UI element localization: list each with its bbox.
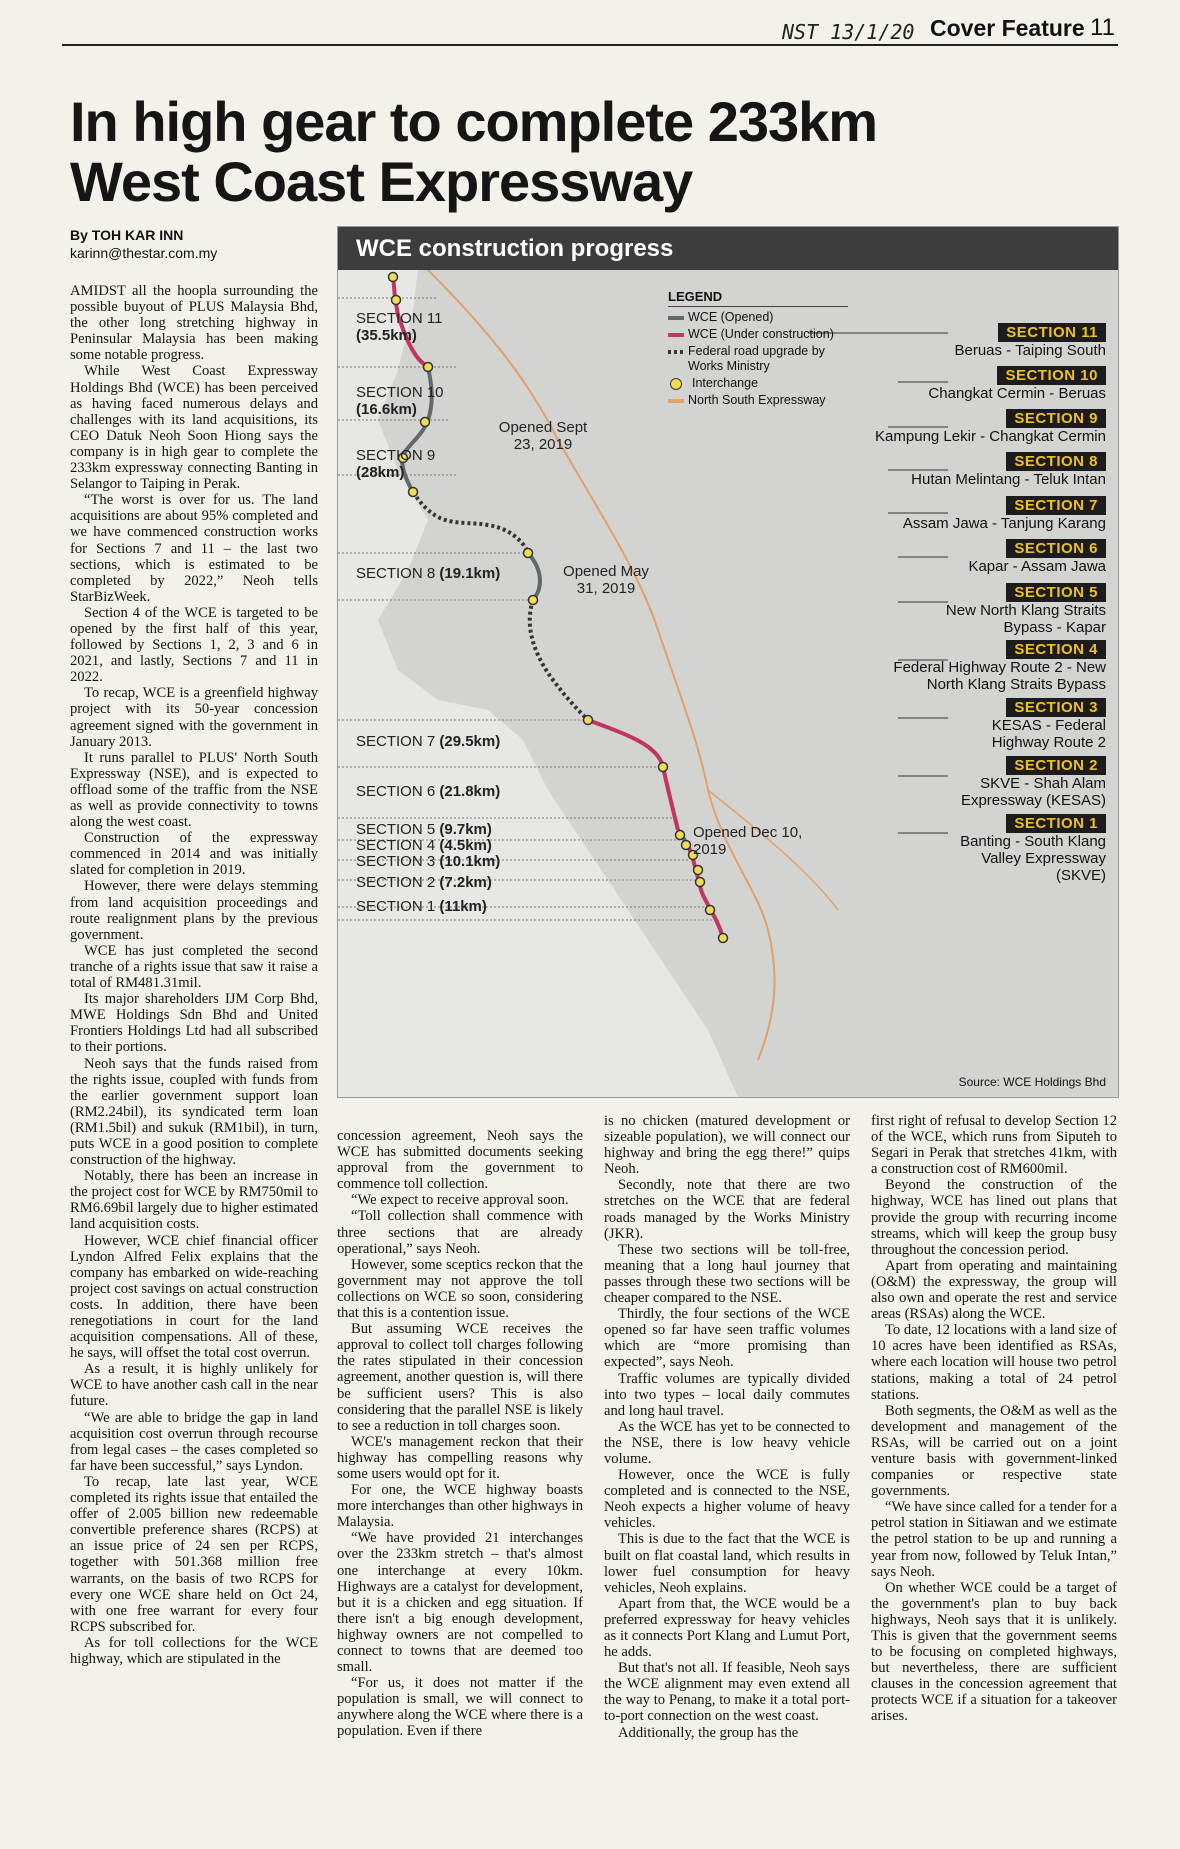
- header-rule: [62, 44, 1118, 46]
- legend-item-interchange: Interchange: [668, 376, 848, 391]
- article-paragraph: To recap, WCE is a greenfield highway project with its 50-year concession agreement signed with the government in January 2013.: [70, 685, 318, 750]
- section-entry-1: SECTION 1 Banting - South Klang Valley Expressway (SKVE): [960, 815, 1106, 884]
- wce-infographic: [337, 226, 1119, 1098]
- article-paragraph: To date, 12 locations with a land size of 10 acres have been identified as RSAs, where each location will house two petrol stations, making a total of 24 petrol stations.: [871, 1322, 1117, 1403]
- section-length-4: SECTION 4 (4.5km): [356, 837, 492, 854]
- article-paragraph: However, once the WCE is fully completed and is connected to the NSE, Neoh expects a higher volume of heavy vehicles.: [604, 1467, 850, 1532]
- article-paragraph: “We expect to receive approval soon.: [351, 1192, 569, 1209]
- article-paragraph: AMIDST all the hoopla surrounding the possible buyout of PLUS Malaysia Bhd, the other long stretching highway in Peninsular Malaysia has been making some notable progress.: [70, 283, 318, 364]
- article-paragraph: As the WCE has yet to be connected to the NSE, there is low heavy vehicle volume.: [604, 1418, 850, 1467]
- graphic-source: Source: WCE Holdings Bhd: [958, 1075, 1106, 1089]
- article-paragraph: This is due to the fact that the WCE is built on flat coastal land, which results in lower fuel consumption for heavy vehicles, Neoh explains.: [604, 1531, 850, 1596]
- byline-author: By TOH KAR INN: [70, 227, 184, 243]
- legend-item-federal-road-upgrade: Federal road upgrade by Works Ministry: [668, 344, 848, 374]
- opened-label-may: Opened May 31, 2019: [563, 563, 649, 597]
- byline-email: karinn@thestar.com.my: [70, 245, 218, 261]
- article-paragraph: “We have provided 21 interchanges over the 233km stretch – that's almost one interchange at every 10km. Highways are a catalyst for development, but it is a chicken and egg situation. If there isn't a big enough development, highway owners are not compelled to connect to towns that are deemed too small.: [337, 1530, 583, 1676]
- article-paragraph: WCE has just completed the second tranche of a rights issue that saw it raise a total of RM481.31mil.: [70, 942, 318, 992]
- graphic-title: WCE construction progress: [338, 227, 1118, 270]
- section-length-3: SECTION 3 (10.1km): [356, 853, 501, 870]
- article-paragraph: Secondly, note that there are two stretches on the WCE that are federal roads managed by the Works Ministry (JKR).: [604, 1177, 850, 1242]
- article-paragraph: However, WCE chief financial officer Lyndon Alfred Felix explains that the company has embarked on wide-reaching project cost savings on actual construction costs. In addition, there have been renegotiations in court for the land acquisition compensations. All of these, he says, will offset the total cost overrun.: [70, 1232, 318, 1362]
- article-paragraph: Beyond the construction of the highway, WCE has lined out plans that provide the group with recurring income streams, which will keep the group busy throughout the concession period.: [871, 1177, 1117, 1258]
- article-paragraph: WCE's management reckon that their highway has compelling reasons why some users would opt for it.: [337, 1433, 583, 1482]
- byline: [70, 226, 217, 262]
- article-paragraph: Additionally, the group has the: [618, 1724, 799, 1741]
- section-entry-6: SECTION 6 Kapar - Assam Jawa: [968, 540, 1106, 575]
- section-entry-9: SECTION 9 Kampung Lekir - Changkat Cermin: [875, 410, 1106, 445]
- section-entry-2: SECTION 2 SKVE - Shah Alam Expressway (KESAS): [960, 757, 1106, 809]
- article-column-2: [337, 1128, 583, 1818]
- section-length-7: SECTION 7 (29.5km): [356, 733, 501, 750]
- article-paragraph: Neoh says that the funds raised from the rights issue, coupled with funds from the earlier government support loan (RM2.24bil), its syndicated term loan (RM1.5bil) and sukuk (RM1bil), in turn, puts WCE in a good position to complete construction of the highway.: [70, 1055, 318, 1169]
- article-paragraph: Construction of the expressway commenced in 2014 and was initially slated for completion in 2019.: [70, 830, 318, 879]
- section-name: Cover Feature: [930, 15, 1085, 41]
- article-column-4: [871, 1113, 1117, 1818]
- article-paragraph: concession agreement, Neoh says the WCE has submitted documents seeking approval from the government to commence toll collection.: [337, 1128, 583, 1193]
- section-length-5: SECTION 5 (9.7km): [356, 821, 492, 838]
- article-paragraph: Thirdly, the four sections of the WCE opened so far have seen traffic volumes which are “more promising than expected”, says Neoh.: [604, 1306, 850, 1371]
- section-entry-5: SECTION 5 New North Klang Straits Bypass - Kapar: [945, 584, 1106, 636]
- article-paragraph: As for toll collections for the WCE highway, which are stipulated in the: [70, 1634, 318, 1667]
- article-paragraph: But that's not all. If feasible, Neoh says the WCE alignment may even extend all the way to Penang, to make it a total port-to-port connection on the west coast.: [604, 1660, 850, 1725]
- article-paragraph: On whether WCE could be a target of the government's plan to buy back highways, Neoh says that it is unlikely. This is given that the government seems to be focusing on completed highways, but nevertheless, there are sufficient clauses in the concession agreement that protects WCE if a situation for a takeover arises.: [871, 1579, 1117, 1725]
- article-paragraph: These two sections will be toll-free, meaning that a long haul journey that passes through these two sections will be cheaper compared to the NSE.: [604, 1241, 850, 1307]
- article-column-1: [70, 283, 318, 1823]
- article-paragraph: “The worst is over for us. The land acquisitions are about 95% completed and we have commenced construction works for Sections 7 and 11 – the last two sections, which is estimated to be completed by 2022,” Neoh tells StarBizWeek.: [70, 492, 318, 605]
- article-paragraph: Its major shareholders IJM Corp Bhd, MWE Holdings Sdn Bhd and United Frontiers Holdings Ltd had all subscribed to their portions.: [70, 991, 318, 1056]
- headline: In high gear to complete 233km West Coast Expressway: [70, 90, 878, 213]
- article-paragraph: “Toll collection shall commence with three sections that are already operational,” says Neoh.: [337, 1208, 583, 1257]
- article-paragraph: “We are able to bridge the gap in land acquisition cost overrun through recourse from legal cases – the cases completed so far have been successful,” says Lyndon.: [70, 1409, 318, 1474]
- section-entry-10: SECTION 10 Changkat Cermin - Beruas: [928, 367, 1106, 402]
- page-number: 11: [1090, 14, 1115, 41]
- article-paragraph: first right of refusal to develop Section 12 of the WCE, which runs from Siputeh to Segari in Perak that stretches 41km, with a construction cost of RM600mil.: [871, 1113, 1117, 1178]
- section-entry-3: SECTION 3 KESAS - Federal Highway Route 2: [991, 699, 1106, 751]
- section-length-2: SECTION 2 (7.2km): [356, 874, 492, 891]
- section-entry-4: SECTION 4 Federal Highway Route 2 - New North Klang Straits Bypass: [893, 641, 1106, 693]
- section-length-9: SECTION 9 (28km): [356, 447, 436, 481]
- section-length-8: SECTION 8 (19.1km): [356, 565, 501, 582]
- article-paragraph: But assuming WCE receives the approval to collect toll charges following the rates stipulated in their concession agreement, another question is, will there be sufficient users? This is also considering that the parallel NSE is likely to see a reduction in toll charges soon.: [337, 1321, 583, 1434]
- article-paragraph: To recap, late last year, WCE completed its rights issue that entailed the offer of 2.005 billion new redeemable convertible preference shares (RCPS) at an issue price of 24 sen per RCPS, together with 501.368 million free warrants, on the basis of two RCPS for every one WCE share held on Oct 24, with one free warrant for every four RCPS subscribed for.: [70, 1473, 318, 1635]
- article-paragraph: Both segments, the O&M as well as the development and management of the RSAs, will be carried out on a joint venture basis with government-linked companies or respective state governments.: [871, 1402, 1117, 1500]
- article-paragraph: Apart from operating and maintaining (O&M) the expressway, the group will also own and operate the rest and service areas (RSAs) along the WCE.: [871, 1257, 1117, 1323]
- article-paragraph: Apart from that, the WCE would be a preferred expressway for heavy vehicles as it connects Port Klang and Lumut Port, he adds.: [604, 1595, 850, 1661]
- opened-label-sept: Opened Sept 23, 2019: [498, 419, 588, 453]
- section-length-1: SECTION 1 (11km): [356, 898, 487, 915]
- handwritten-date-note: NST 13/1/20: [782, 20, 915, 44]
- opened-label-dec: Opened Dec 10, 2019: [693, 824, 803, 858]
- section-length-10: SECTION 10 (16.6km): [356, 384, 444, 418]
- interchange-icon: [670, 378, 682, 390]
- map-legend: [668, 289, 848, 410]
- section-length-11: SECTION 11 (35.5km): [356, 310, 443, 344]
- article-paragraph: As a result, it is highly unlikely for WCE to have another cash call in the near future.: [70, 1361, 318, 1410]
- section-entry-11: SECTION 11 Beruas - Taiping South: [954, 324, 1106, 359]
- article-paragraph: Notably, there has been an increase in the project cost for WCE by RM750mil to RM6.69bil largely due to higher estimated land acquisition costs.: [70, 1168, 318, 1233]
- article-paragraph: For one, the WCE highway boasts more interchanges than other highways in Malaysia.: [337, 1482, 583, 1531]
- article-paragraph: Section 4 of the WCE is targeted to be opened by the first half of this year, followed by Sections 1, 2, 3 and 6 in 2021, and lastly, Sections 7 and 11 in 2022.: [70, 604, 318, 686]
- section-length-6: SECTION 6 (21.8km): [356, 783, 501, 800]
- legend-item-wce-under-construction: WCE (Under construction): [668, 327, 848, 342]
- article-column-3: [604, 1113, 850, 1818]
- article-paragraph: While West Coast Expressway Holdings Bhd (WCE) has been perceived as having faced numerous delays and challenges with its land acquisitions, its CEO Datuk Neoh Soon Hiong says the company is in high gear to complete the 233km expressway connecting Banting in Selangor to Taiping in Perak.: [70, 363, 318, 493]
- article-paragraph: Traffic volumes are typically divided into two types – local daily commutes and long haul travel.: [604, 1370, 850, 1419]
- section-entry-7: SECTION 7 Assam Jawa - Tanjung Karang: [902, 497, 1106, 532]
- legend-item-wce-opened: WCE (Opened): [668, 310, 848, 325]
- article-paragraph: “For us, it does not matter if the population is small, we will connect to anywhere along the WCE where there is a population. Even if there: [337, 1675, 583, 1740]
- legend-item-north-south-expressway: North South Expressway: [668, 393, 848, 408]
- article-paragraph: It runs parallel to PLUS' North South Expressway (NSE), and is expected to offload some of the traffic from the NSE as well as provide connectivity to towns along the west coast.: [70, 749, 318, 831]
- article-paragraph: However, some sceptics reckon that the government may not approve the toll collections on WCE so soon, considering that this is a contention issue.: [337, 1256, 583, 1322]
- article-paragraph: However, there were delays stemming from land acquisition proceedings and route realignment plans by the previous government.: [70, 878, 318, 943]
- legend-heading: LEGEND: [668, 289, 848, 307]
- section-entry-8: SECTION 8 Hutan Melintang - Teluk Intan: [911, 453, 1106, 488]
- article-paragraph: “We have since called for a tender for a petrol station in Sitiawan and we estimate the petrol station to be up and running a year from now, followed by Teluk Intan,” says Neoh.: [871, 1499, 1117, 1580]
- article-paragraph: is no chicken (matured development or sizeable population), we will connect our highway and bring the egg there!” quips Neoh.: [604, 1113, 850, 1178]
